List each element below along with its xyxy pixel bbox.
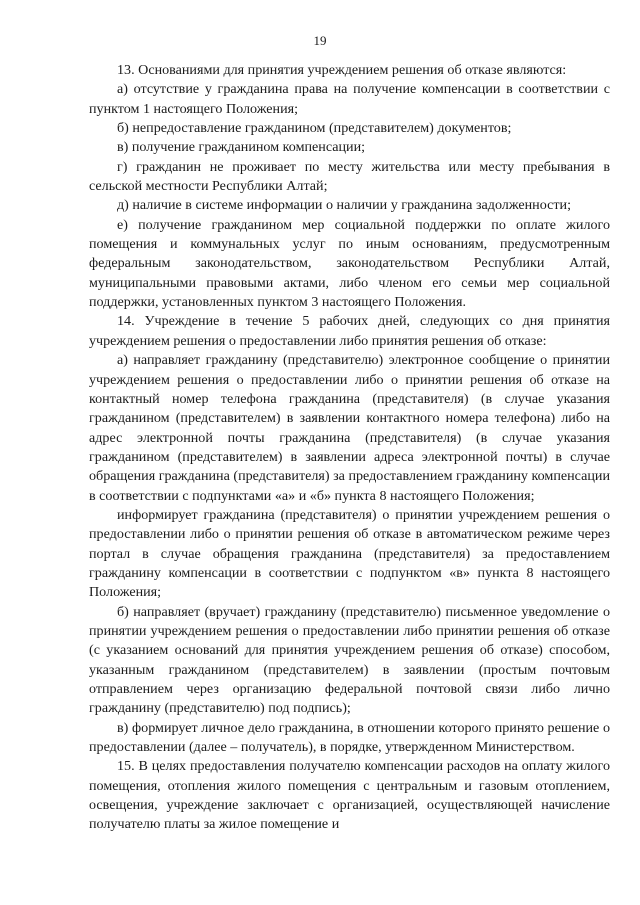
paragraph-13-b: б) непредоставление гражданином (представителем) документов; (117, 120, 512, 137)
paragraph-13-g: г) гражданин не проживает по месту жительства или месту пребывания в сельской местности Республики Алтай; (89, 158, 610, 195)
paragraph-14-b: б) направляет (вручает) гражданину (представителю) письменное уведомление о принятии учреждением решения о предоставлении либо принятии решения об отказе (с указанием оснований для принятия учреждением решения об отказе) способом, указанным гражданином (представителем) в заявлении (простым почтовым отправлением через организацию федеральной почтовой связи либо лично гражданину (представителю) под подпись); (89, 603, 610, 717)
paragraph-13-e: е) получение гражданином мер социальной поддержки по оплате жилого помещения и коммунальных услуг по иным основаниям, предусмотренным федеральным законодательством, законодательством Республики Алтай, муниципальными правовыми актами, либо членом его семьи мер социальной поддержки, установленных пунктом 3 настоящего Положения. (89, 216, 610, 311)
paragraph-13-v: в) получение гражданином компенсации; (117, 139, 366, 156)
paragraph-14-intro: 14. Учреждение в течение 5 рабочих дней, следующих со дня принятия учреждением решения о предоставлении либо принятия решения об отказе: (89, 313, 610, 349)
paragraph-14-a: а) направляет гражданину (представителю) электронное сообщение о принятии учреждением решения о предоставлении либо о принятии решения об отказе на контактный номер телефона гражданина (представителя) (в случае указания гражданином (представителем) в заявлении контактного номера телефона) либо на адрес электронной почты гражданина (представителя) (в случае указания гражданином (представителем) в заявлении адреса электронной почты) в случае обращения гражданина (представителя) за предоставлением гражданину компенсации в соответствии с подпунктами «а» и «б» пункта 8 настоящего Положения; (89, 352, 610, 504)
paragraph-13-a: а) отсутствие у гражданина права на получение компенсации в соответствии с пунктом 1 настоящего Положения; (89, 81, 610, 117)
paragraph-15: 15. В целях предоставления получателю компенсации расходов на оплату жилого помещения, отопления жилого помещения с центральным и газовым отоплением, освещения, учреждение заключает с организацией, осуществляющей начисление получателю платы за жилое помещение и (89, 758, 610, 833)
page-number: 19 (313, 33, 327, 48)
paragraph-14-inform: информирует гражданина (представителя) о принятии учреждением решения о предоставлении либо о принятии решения об отказе в автоматическом режиме через портал в случае обращения гражданина (представителя) за предоставлением гражданину компенсации в соответствии с подпунктом «в» пункта 8 настоящего Положения; (89, 506, 610, 601)
document-body (89, 61, 610, 835)
paragraph-13-intro: 13. Основаниями для принятия учреждением решения об отказе являются: (117, 62, 567, 78)
paragraph-14-v: в) формирует личное дело гражданина, в отношении которого принято решение о предоставлении (далее – получатель), в порядке, утвержденном Министерством. (89, 719, 610, 756)
paragraph-13-d: д) наличие в системе информации о наличии у гражданина задолженности; (117, 197, 572, 214)
